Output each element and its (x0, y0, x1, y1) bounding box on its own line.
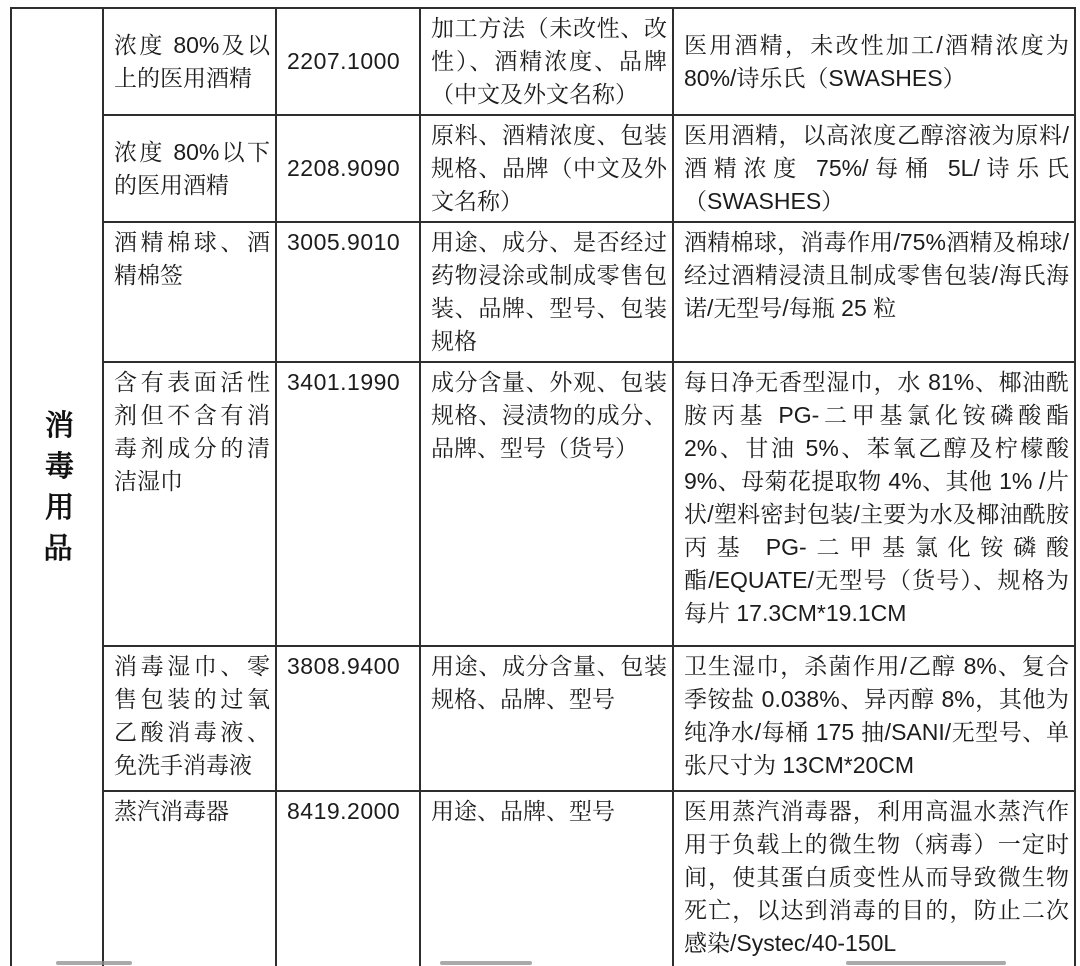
hs-code-cell: 3401.1990 (276, 362, 420, 646)
table-row (11, 646, 1075, 791)
table-row (11, 8, 1075, 115)
declaration-example-cell: 医用酒精，以高浓度乙醇溶液为原料/酒精浓度 75%/每桶 5L/诗乐氏（SWASHES） (673, 115, 1075, 222)
declaration-elements-cell: 用途、成分含量、包装规格、品牌、型号 (420, 646, 673, 791)
product-cell: 消毒湿巾、零售包装的过氧乙酸消毒液、免洗手消毒液 (103, 646, 276, 791)
declaration-elements-cell: 加工方法（未改性、改性）、酒精浓度、品牌（中文及外文名称） (420, 8, 673, 115)
table-row (11, 791, 1075, 966)
hs-code-cell: 3808.9400 (276, 646, 420, 791)
cropped-next-row-hint (440, 961, 532, 965)
table-row (11, 115, 1075, 222)
declaration-example-cell: 卫生湿巾，杀菌作用/乙醇 8%、复合季铵盐 0.038%、异丙醇 8%，其他为纯净水/每桶 175 抽/SANI/无型号、单张尺寸为 13CM*20CM (673, 646, 1075, 791)
category-cell (11, 8, 103, 966)
declaration-example-cell: 每日净无香型湿巾，水 81%、椰油酰胺丙基 PG-二甲基氯化铵磷酸酯 2%、甘油 5%、苯氧乙醇及柠檬酸 9%、母菊花提取物 4%、其他 1% /片状/塑料密封包装/主要为水及椰油酰胺丙基 PG-二甲基氯化铵磷酸酯/EQUATE/无型号（货号）、规格为每片 17.3CM*19.1CM (673, 362, 1075, 646)
category-label: 消毒用品 (43, 409, 74, 565)
hs-code-cell: 2208.9090 (276, 115, 420, 222)
table-row (11, 222, 1075, 362)
cropped-next-row-hint (56, 961, 132, 965)
hs-declaration-table (10, 7, 1076, 966)
hs-code-cell: 2207.1000 (276, 8, 420, 115)
hs-code-cell: 8419.2000 (276, 791, 420, 966)
hs-code-cell: 3005.9010 (276, 222, 420, 362)
declaration-elements-cell: 成分含量、外观、包装规格、浸渍物的成分、品牌、型号（货号） (420, 362, 673, 646)
declaration-example-cell: 医用酒精，未改性加工/酒精浓度为 80%/诗乐氏（SWASHES） (673, 8, 1075, 115)
product-cell: 酒精棉球、酒精棉签 (103, 222, 276, 362)
product-cell: 浓度 80%以下的医用酒精 (103, 115, 276, 222)
table-row (11, 362, 1075, 646)
product-cell: 浓度 80%及以上的医用酒精 (103, 8, 276, 115)
declaration-elements-cell: 原料、酒精浓度、包装规格、品牌（中文及外文名称） (420, 115, 673, 222)
declaration-example-cell: 酒精棉球，消毒作用/75%酒精及棉球/经过酒精浸渍且制成零售包装/海氏海诺/无型号/每瓶 25 粒 (673, 222, 1075, 362)
cropped-next-row-hint (846, 961, 1006, 965)
product-cell: 蒸汽消毒器 (103, 791, 276, 966)
product-cell: 含有表面活性剂但不含有消毒剂成分的清洁湿巾 (103, 362, 276, 646)
declaration-example-cell: 医用蒸汽消毒器，利用高温水蒸汽作用于负载上的微生物（病毒）一定时间，使其蛋白质变性从而导致微生物死亡，以达到消毒的目的，防止二次感染/Systec/40-150L (673, 791, 1075, 966)
declaration-elements-cell: 用途、品牌、型号 (420, 791, 673, 966)
declaration-elements-cell: 用途、成分、是否经过药物浸涂或制成零售包装、品牌、型号、包装规格 (420, 222, 673, 362)
